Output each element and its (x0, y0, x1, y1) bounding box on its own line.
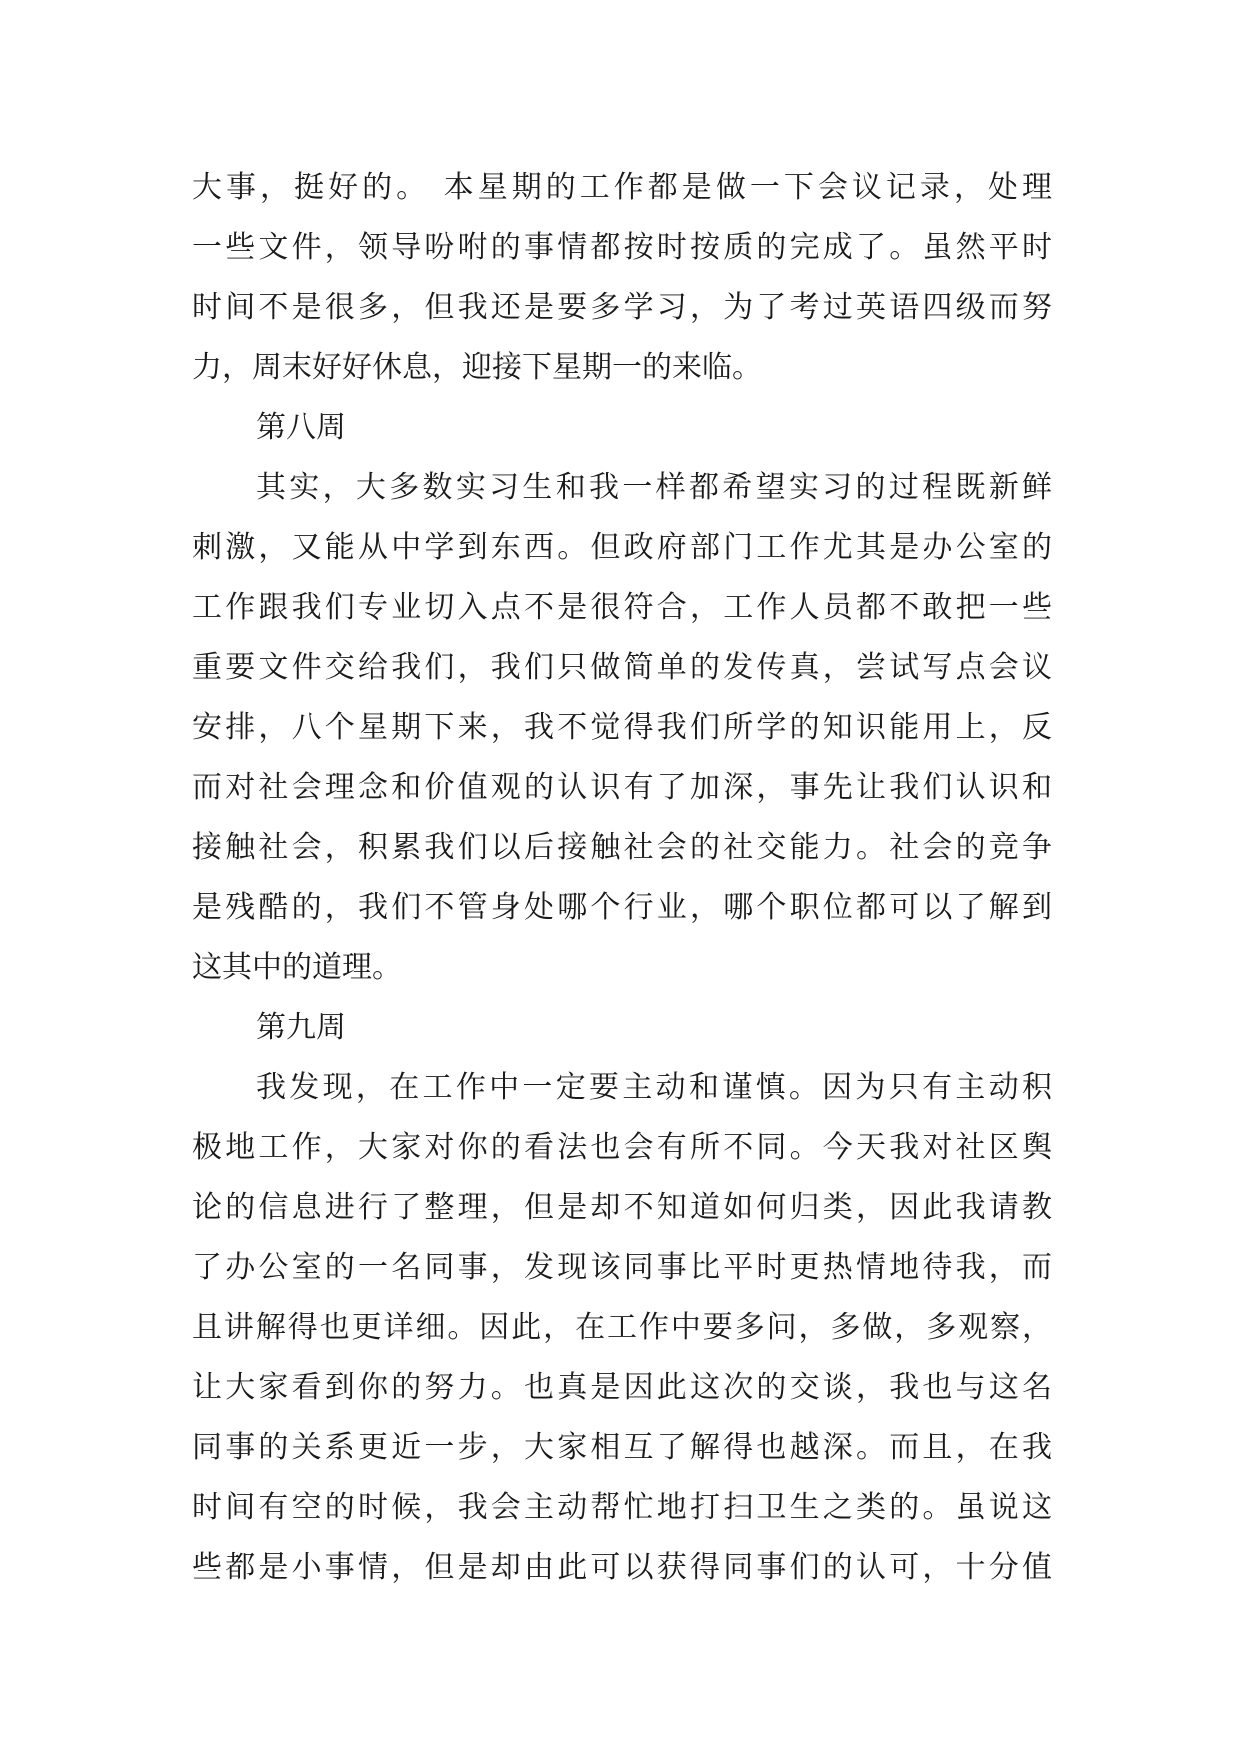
paragraph-line: 时间不是很多，但我还是要多学习，为了考过英语四级而努 (192, 290, 1052, 325)
paragraph-line: 工作跟我们专业切入点不是很符合，工作人员都不敢把一些 (192, 590, 1052, 625)
paragraph-line: 其实，大多数实习生和我一样都希望实习的过程既新鲜 (256, 470, 1052, 505)
section-heading-week9: 第九周 (256, 1010, 346, 1045)
paragraph-line: 极地工作，大家对你的看法也会有所不同。今天我对社区舆 (192, 1130, 1052, 1165)
paragraph-line: 些都是小事情，但是却由此可以获得同事们的认可，十分值 (192, 1550, 1052, 1585)
paragraph-line: 了办公室的一名同事，发现该同事比平时更热情地待我，而 (192, 1250, 1052, 1285)
paragraph-line: 时间有空的时候，我会主动帮忙地打扫卫生之类的。虽说这 (192, 1490, 1052, 1525)
paragraph-line: 一些文件，领导吩咐的事情都按时按质的完成了。虽然平时 (192, 230, 1052, 265)
paragraph-line: 且讲解得也更详细。因此，在工作中要多问，多做，多观察， (192, 1310, 1052, 1345)
paragraph-line: 刺激，又能从中学到东西。但政府部门工作尤其是办公室的 (192, 530, 1052, 565)
paragraph-line: 安排，八个星期下来，我不觉得我们所学的知识能用上，反 (192, 710, 1052, 745)
paragraph-line: 同事的关系更近一步，大家相互了解得也越深。而且，在我 (192, 1430, 1052, 1465)
section-heading-week8: 第八周 (256, 410, 346, 445)
paragraph-line: 重要文件交给我们，我们只做简单的发传真，尝试写点会议 (192, 650, 1052, 685)
document-body (192, 158, 1052, 1598)
paragraph-line: 论的信息进行了整理，但是却不知道如何归类，因此我请教 (192, 1190, 1052, 1225)
paragraph-line: 我发现，在工作中一定要主动和谨慎。因为只有主动积 (256, 1070, 1052, 1105)
paragraph-line: 让大家看到你的努力。也真是因此这次的交谈，我也与这名 (192, 1370, 1052, 1405)
paragraph-line: 接触社会，积累我们以后接触社会的社交能力。社会的竞争 (192, 830, 1052, 865)
paragraph-line: 是残酷的，我们不管身处哪个行业，哪个职位都可以了解到 (192, 890, 1052, 925)
paragraph-line: 大事，挺好的。 本星期的工作都是做一下会议记录，处理 (192, 170, 1052, 205)
paragraph-line: 力，周末好好休息，迎接下星期一的来临。 (192, 350, 762, 385)
paragraph-line: 而对社会理念和价值观的认识有了加深，事先让我们认识和 (192, 770, 1052, 805)
paragraph-line: 这其中的道理。 (192, 950, 402, 985)
